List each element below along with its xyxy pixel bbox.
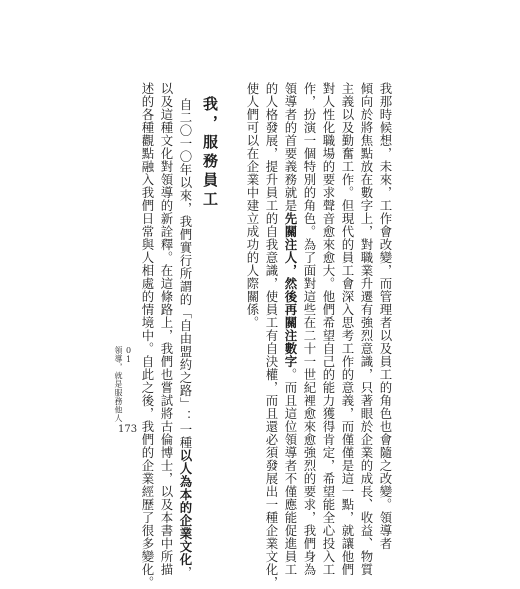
body-column-9: 自二〇一〇年以來，我們實行所謂的「自由盟約之路」：一種以人為本的企業文化， [178,98,193,579]
body-column-4: 對人性化職場的要求聲音愈來愈大。他們希望自己的能力獲得肯定，希望能全心投入工 [321,82,336,576]
chapter-number: 01 [124,346,133,364]
chapter-title: 領導，就是服務他人 [114,346,123,423]
body-column-3: 主義以及勤奮工作。但現代的員工會深入思考工作的意義，而僅僅是這一點，就讓他們 [340,82,355,576]
body-column-7: 的人格發展，提升員工的自我意識，使員工有自決權，而且還必須發展出一種企業文化， [264,82,279,589]
section-heading: 我，服務員工 [201,96,219,210]
body-column-5: 作，扮演一個特別的角色。為了面對這些在二十一世紀裡愈來愈強烈的要求，我們身為 [302,82,317,576]
body-column-10: 以及這種文化對領導的新詮釋。在這條路上，我們也嘗試將古倫博士，以及本書中所描 [159,82,174,576]
body-column-1: 我那時候想，未來，工作會改變，而管理者以及員工的角色也會隨之改變。領導者 [378,82,393,550]
body-column-2: 傾向於將焦點放在數字上，對職業升遷有強烈意識，只著眼於企業的成長、收益、物質 [359,82,374,576]
body-column-8: 使人們可以在企業中建立成功的人際關係。 [245,82,260,329]
page-number: 173 [118,424,138,435]
emphasis-text: 以人為本的企業文化 [178,449,193,566]
body-column-11: 述的各種觀點融入我們日常與人相處的情境中。自此之後，我們的企業經歷了很多變化。 [140,82,155,589]
emphasis-text: 先關注人，然後再關注數字 [283,212,298,368]
body-column-6: 領導者的首要義務就是先關注人，然後再關注數字。而且這位領導者不僅應能促進員工 [283,82,298,576]
